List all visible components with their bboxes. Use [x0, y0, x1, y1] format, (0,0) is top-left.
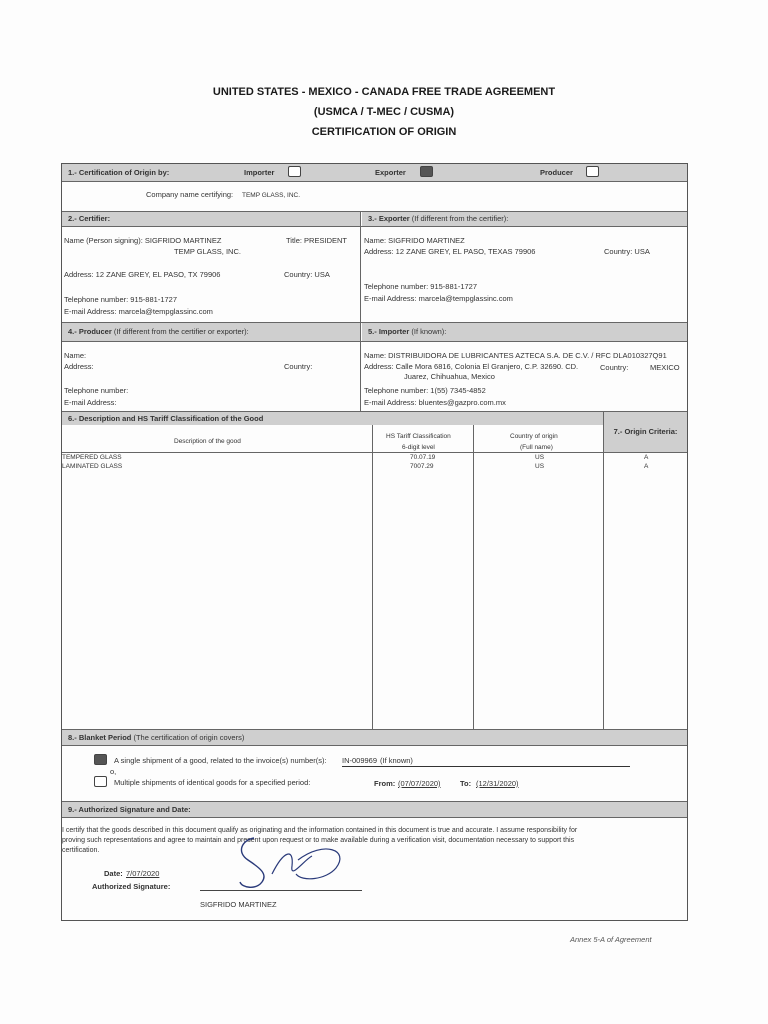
section-8-header: 8.- Blanket Period (The certification of origin covers) — [62, 730, 687, 745]
exporter-name: Name: SIGFRIDO MARTINEZ — [364, 236, 465, 245]
goods-hs-code: 7007.29 — [410, 463, 434, 470]
importer-email: E-mail Address: bluentes@gazpro.com.mx — [364, 398, 506, 407]
importer-phone: Telephone number: 1(55) 7345-4852 — [364, 386, 486, 395]
period-to-value: (12/31/2020) — [476, 779, 519, 788]
producer-name: Name: — [64, 351, 87, 360]
period-from-label: From: — [374, 779, 396, 788]
document-heading: CERTIFICATION OF ORIGIN — [311, 126, 457, 138]
importer-address: Address: Calle Mora 6816, Colonia El Granjero, C.P. 32690. CD. — [364, 362, 579, 371]
importer-country-label: Country: — [600, 363, 629, 372]
producer-phone: Telephone number: — [64, 386, 129, 395]
period-to-label: To: — [460, 779, 472, 788]
certificate-form — [61, 163, 688, 921]
section-9-header: 9.- Authorized Signature and Date: — [62, 802, 687, 817]
section-6-header: 6.- Description and HS Tariff Classification of the Good — [62, 412, 603, 425]
annex-footnote: Annex 5-A of Agreement — [570, 935, 652, 944]
exporter-country: Country: USA — [604, 247, 650, 256]
goods-hs-code: 70.07.19 — [410, 454, 436, 461]
col-country-header: Country of origin — [510, 433, 558, 440]
column-divider — [603, 412, 604, 729]
certifier-company: TEMP GLASS, INC. — [174, 247, 241, 256]
certifier-email: E-mail Address: marcela@tempglassinc.com — [64, 307, 213, 316]
exporter-phone: Telephone number: 915-881-1727 — [364, 282, 478, 291]
invoice-if-known: (If known) — [380, 756, 413, 765]
producer-address: Address: — [64, 362, 94, 371]
certification-text-line-3: certification. — [62, 847, 100, 854]
section-7-header: 7.- Origin Criteria: — [604, 412, 687, 452]
divider — [62, 181, 687, 182]
signer-name: SIGFRIDO MARTINEZ — [200, 900, 277, 909]
section-4-header: 4.- Producer (If different from the certifier or exporter): — [62, 323, 360, 341]
certifier-address: Address: 12 ZANE GREY, EL PASO, TX 79906 — [64, 270, 221, 279]
document-subtitle: (USMCA / T-MEC / CUSMA) — [313, 106, 455, 118]
column-divider — [473, 425, 474, 729]
single-shipment-checkbox[interactable] — [94, 754, 107, 765]
exporter-address: Address: 12 ZANE GREY, EL PASO, TEXAS 79906 — [364, 247, 536, 256]
col-hs-header: HS Tariff Classification — [386, 433, 451, 440]
importer-label: Importer — [244, 168, 275, 177]
certifier-title: Title: PRESIDENT — [286, 236, 347, 245]
exporter-email: E-mail Address: marcela@tempglassinc.com — [364, 294, 513, 303]
producer-country: Country: — [284, 362, 313, 371]
single-shipment-label: A single shipment of a good, related to the invoice(s) number(s): — [114, 756, 327, 765]
document-title: UNITED STATES - MEXICO - CANADA FREE TRADE AGREEMENT — [212, 86, 556, 98]
certification-text-line-1: I certify that the goods described in this document qualify as originating and the information contained in this document is true and accurate. I assume responsibility for — [62, 827, 578, 834]
invoice-underline — [342, 766, 630, 767]
company-value: TEMP GLASS, INC. — [242, 192, 301, 199]
section-1-header: 1.- Certification of Origin by: — [62, 164, 687, 181]
col-description-header: Description of the good — [174, 438, 241, 445]
divider — [62, 817, 687, 818]
signature-scribble — [232, 830, 352, 900]
goods-description: LAMINATED GLASS — [62, 463, 123, 470]
section-2-header: 2.- Certifier: — [62, 212, 360, 226]
divider — [62, 745, 687, 746]
goods-criteria: A — [644, 463, 649, 470]
goods-country: US — [535, 454, 545, 461]
period-from-value: (07/07/2020) — [398, 779, 441, 788]
importer-country-value: MEXICO — [650, 363, 680, 372]
certifier-country: Country: USA — [284, 270, 330, 279]
date-label: Date: — [104, 869, 123, 878]
exporter-label: Exporter — [375, 168, 406, 177]
certifier-phone: Telephone number: 915-881-1727 — [64, 295, 178, 304]
col-country-header-sub: (Full name) — [520, 444, 553, 451]
multiple-shipments-checkbox[interactable] — [94, 776, 107, 787]
goods-description: TEMPERED GLASS — [62, 454, 122, 461]
importer-address-city: Juarez, Chihuahua, Mexico — [404, 372, 495, 381]
column-divider — [360, 212, 361, 322]
divider — [62, 341, 687, 342]
goods-criteria: A — [644, 454, 649, 461]
section-3-header: 3.- Exporter (If different from the certifier): — [362, 212, 687, 226]
exporter-checkbox[interactable] — [420, 166, 433, 177]
divider — [62, 452, 687, 453]
or-label: o, — [110, 767, 117, 776]
producer-label: Producer — [540, 168, 573, 177]
column-divider — [372, 425, 373, 729]
multiple-shipments-label: Multiple shipments of identical goods for a specified period: — [114, 778, 311, 787]
column-divider — [360, 323, 361, 411]
certification-text-line-2: proving such representations and agree to maintain and present upon request or to make available during a verification visit, documentation necessary to support this — [62, 837, 575, 844]
importer-name: Name: DISTRIBUIDORA DE LUBRICANTES AZTECA S.A. DE C.V. / RFC DLA010327Q91 — [364, 351, 667, 360]
certifier-name: Name (Person signing): SIGFRIDO MARTINEZ — [64, 236, 222, 245]
goods-country: US — [535, 463, 545, 470]
producer-email: E-mail Address: — [64, 398, 117, 407]
section-5-header: 5.- Importer (If known): — [362, 323, 687, 341]
importer-checkbox[interactable] — [288, 166, 301, 177]
signature-label: Authorized Signature: — [92, 882, 171, 891]
company-label: Company name certifying: — [146, 190, 234, 199]
divider — [62, 226, 687, 227]
invoice-number: IN-009969 — [342, 756, 378, 765]
date-value: 7/07/2020 — [126, 869, 160, 878]
producer-checkbox[interactable] — [586, 166, 599, 177]
col-hs-header-level: 6-digit level — [402, 444, 435, 451]
